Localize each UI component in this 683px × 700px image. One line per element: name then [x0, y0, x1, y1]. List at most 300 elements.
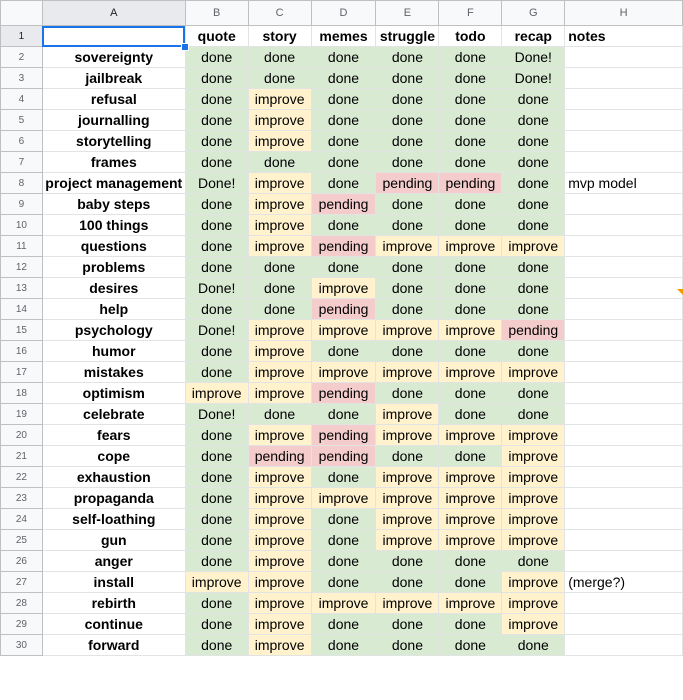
header-cell-todo[interactable]: todo [439, 26, 502, 47]
status-cell[interactable]: improve [502, 572, 565, 593]
notes-cell[interactable] [565, 404, 683, 425]
status-cell[interactable]: done [376, 299, 439, 320]
status-cell[interactable]: improve [502, 467, 565, 488]
status-cell[interactable]: done [502, 404, 565, 425]
column-header-h[interactable]: H [565, 1, 683, 26]
status-cell[interactable]: done [376, 446, 439, 467]
notes-cell[interactable] [565, 341, 683, 362]
status-cell[interactable]: done [502, 383, 565, 404]
row-number[interactable]: 16 [1, 341, 43, 362]
status-cell[interactable]: done [502, 131, 565, 152]
status-cell[interactable]: done [439, 152, 502, 173]
status-cell[interactable]: improve [439, 530, 502, 551]
column-header-a[interactable]: A [42, 1, 185, 26]
row-label-cell[interactable]: continue [42, 614, 185, 635]
status-cell[interactable]: improve [248, 635, 311, 656]
status-cell[interactable]: improve [439, 467, 502, 488]
row-number[interactable]: 27 [1, 572, 43, 593]
row-number[interactable]: 25 [1, 530, 43, 551]
status-cell[interactable]: done [185, 236, 248, 257]
row-number[interactable]: 7 [1, 152, 43, 173]
status-cell[interactable]: done [311, 635, 376, 656]
row-label-cell[interactable]: exhaustion [42, 467, 185, 488]
status-cell[interactable]: improve [439, 593, 502, 614]
row-number[interactable]: 12 [1, 257, 43, 278]
table-row [1, 488, 683, 509]
status-cell[interactable]: done [311, 551, 376, 572]
column-header-g[interactable]: G [502, 1, 565, 26]
status-cell[interactable]: done [439, 635, 502, 656]
status-cell[interactable]: done [185, 89, 248, 110]
status-cell[interactable]: done [439, 278, 502, 299]
row-label-cell[interactable]: baby steps [42, 194, 185, 215]
status-cell[interactable]: done [439, 257, 502, 278]
status-cell[interactable]: pending [311, 425, 376, 446]
status-cell[interactable]: done [376, 572, 439, 593]
status-cell[interactable]: improve [439, 488, 502, 509]
status-cell[interactable]: done [311, 68, 376, 89]
status-cell[interactable]: done [502, 173, 565, 194]
status-cell[interactable]: Done! [185, 320, 248, 341]
status-cell[interactable]: done [376, 194, 439, 215]
notes-cell[interactable] [565, 320, 683, 341]
status-cell[interactable]: improve [248, 425, 311, 446]
status-cell[interactable]: improve [311, 488, 376, 509]
status-cell[interactable]: done [376, 635, 439, 656]
status-cell[interactable]: done [311, 131, 376, 152]
row-number[interactable]: 21 [1, 446, 43, 467]
status-cell[interactable]: done [502, 110, 565, 131]
notes-cell[interactable] [565, 593, 683, 614]
table-row [1, 152, 683, 173]
status-cell[interactable]: done [439, 89, 502, 110]
notes-cell[interactable] [565, 278, 683, 299]
status-cell[interactable]: done [439, 404, 502, 425]
column-header-b[interactable]: B [185, 1, 248, 26]
status-cell[interactable]: done [185, 488, 248, 509]
row-label-cell[interactable]: 100 things [42, 215, 185, 236]
status-cell[interactable]: done [376, 383, 439, 404]
row-label-cell[interactable]: anger [42, 551, 185, 572]
table-row [1, 47, 683, 68]
row-label-cell[interactable]: install [42, 572, 185, 593]
status-cell[interactable]: Done! [185, 278, 248, 299]
status-cell[interactable]: done [185, 194, 248, 215]
column-header-d[interactable]: D [311, 1, 376, 26]
status-cell[interactable]: done [248, 404, 311, 425]
row-number[interactable]: 6 [1, 131, 43, 152]
table-row [1, 467, 683, 488]
notes-cell[interactable] [565, 446, 683, 467]
status-cell[interactable]: done [439, 194, 502, 215]
status-cell[interactable]: Done! [502, 47, 565, 68]
notes-cell[interactable] [565, 467, 683, 488]
status-cell[interactable]: done [311, 467, 376, 488]
table-row [1, 278, 683, 299]
status-cell[interactable]: improve [502, 446, 565, 467]
status-cell[interactable]: done [376, 47, 439, 68]
notes-cell[interactable] [565, 215, 683, 236]
status-cell[interactable]: improve [376, 320, 439, 341]
status-cell[interactable]: done [439, 110, 502, 131]
column-header-f[interactable]: F [439, 1, 502, 26]
row-number[interactable]: 3 [1, 68, 43, 89]
status-cell[interactable]: done [185, 257, 248, 278]
status-cell[interactable]: done [185, 614, 248, 635]
status-cell[interactable]: done [439, 341, 502, 362]
status-cell[interactable]: pending [311, 446, 376, 467]
status-cell[interactable]: done [502, 194, 565, 215]
status-cell[interactable]: done [311, 47, 376, 68]
row-number[interactable]: 9 [1, 194, 43, 215]
row-label-cell[interactable]: desires [42, 278, 185, 299]
row-label-cell[interactable]: gun [42, 530, 185, 551]
notes-cell[interactable] [565, 488, 683, 509]
status-cell[interactable]: done [502, 152, 565, 173]
row-label-cell[interactable]: cope [42, 446, 185, 467]
status-cell[interactable]: improve [248, 614, 311, 635]
status-cell[interactable]: done [311, 215, 376, 236]
status-cell[interactable]: Done! [502, 68, 565, 89]
status-cell[interactable]: improve [376, 593, 439, 614]
row-number[interactable]: 2 [1, 47, 43, 68]
status-cell[interactable]: done [311, 509, 376, 530]
notes-cell[interactable] [565, 131, 683, 152]
status-cell[interactable]: improve [248, 110, 311, 131]
status-cell[interactable]: improve [376, 467, 439, 488]
notes-cell[interactable] [565, 47, 683, 68]
status-cell[interactable]: improve [502, 362, 565, 383]
status-cell[interactable]: improve [248, 362, 311, 383]
status-cell[interactable]: improve [376, 236, 439, 257]
notes-cell[interactable] [565, 383, 683, 404]
header-cell-quote[interactable]: quote [185, 26, 248, 47]
notes-cell[interactable] [565, 257, 683, 278]
table-row [1, 68, 683, 89]
status-cell[interactable]: improve [248, 488, 311, 509]
row-number[interactable]: 19 [1, 404, 43, 425]
status-cell[interactable]: done [185, 341, 248, 362]
status-cell[interactable]: done [376, 89, 439, 110]
status-cell[interactable]: done [185, 425, 248, 446]
status-cell[interactable]: done [248, 152, 311, 173]
status-cell[interactable]: done [376, 257, 439, 278]
status-cell[interactable]: done [439, 614, 502, 635]
status-cell[interactable]: pending [376, 173, 439, 194]
status-cell[interactable]: improve [439, 362, 502, 383]
notes-cell[interactable] [565, 299, 683, 320]
status-cell[interactable]: done [376, 278, 439, 299]
status-cell[interactable]: done [376, 614, 439, 635]
status-cell[interactable]: done [502, 299, 565, 320]
status-cell[interactable]: improve [502, 488, 565, 509]
status-cell[interactable]: improve [248, 383, 311, 404]
row-number[interactable]: 20 [1, 425, 43, 446]
table-row [1, 362, 683, 383]
status-cell[interactable]: done [311, 89, 376, 110]
status-cell[interactable]: done [439, 131, 502, 152]
row-label-cell[interactable]: questions [42, 236, 185, 257]
notes-cell[interactable] [565, 194, 683, 215]
column-header-c[interactable]: C [248, 1, 311, 26]
status-cell[interactable]: improve [376, 509, 439, 530]
status-cell[interactable]: improve [248, 194, 311, 215]
status-cell[interactable]: improve [311, 593, 376, 614]
row-number[interactable]: 22 [1, 467, 43, 488]
status-cell[interactable]: done [439, 446, 502, 467]
row-number[interactable]: 10 [1, 215, 43, 236]
status-cell[interactable]: improve [248, 509, 311, 530]
status-cell[interactable]: pending [311, 299, 376, 320]
status-cell[interactable]: done [185, 215, 248, 236]
status-cell[interactable]: improve [376, 425, 439, 446]
fill-handle[interactable] [181, 43, 189, 51]
row-label-cell[interactable]: fears [42, 425, 185, 446]
status-cell[interactable]: done [311, 152, 376, 173]
row-number[interactable]: 23 [1, 488, 43, 509]
status-cell[interactable]: done [502, 551, 565, 572]
row-number[interactable]: 26 [1, 551, 43, 572]
row-label-cell[interactable]: problems [42, 257, 185, 278]
status-cell[interactable]: done [502, 341, 565, 362]
status-cell[interactable]: improve [311, 320, 376, 341]
status-cell[interactable]: pending [502, 320, 565, 341]
table-row [1, 215, 683, 236]
status-cell[interactable]: improve [502, 509, 565, 530]
status-cell[interactable]: improve [502, 236, 565, 257]
row-number[interactable]: 5 [1, 110, 43, 131]
status-cell[interactable]: improve [248, 467, 311, 488]
row-number[interactable]: 15 [1, 320, 43, 341]
status-cell[interactable]: done [311, 173, 376, 194]
header-row [1, 26, 683, 47]
status-cell[interactable]: done [439, 47, 502, 68]
status-cell[interactable]: improve [376, 530, 439, 551]
status-cell[interactable]: done [502, 635, 565, 656]
status-cell[interactable]: done [376, 551, 439, 572]
status-cell[interactable]: done [185, 593, 248, 614]
row-number[interactable]: 28 [1, 593, 43, 614]
row-label-cell[interactable]: jailbreak [42, 68, 185, 89]
notes-cell[interactable] [565, 110, 683, 131]
notes-cell[interactable] [565, 551, 683, 572]
header-cell-struggle[interactable]: struggle [376, 26, 439, 47]
row-label-cell[interactable]: journalling [42, 110, 185, 131]
status-cell[interactable]: pending [311, 194, 376, 215]
status-cell[interactable]: done [439, 299, 502, 320]
status-cell[interactable]: done [439, 572, 502, 593]
status-cell[interactable]: done [311, 341, 376, 362]
comment-indicator-icon[interactable] [677, 289, 683, 295]
status-cell[interactable]: improve [502, 614, 565, 635]
status-cell[interactable]: improve [439, 320, 502, 341]
notes-cell[interactable] [565, 236, 683, 257]
status-cell[interactable]: improve [248, 89, 311, 110]
row-number[interactable]: 18 [1, 383, 43, 404]
status-cell[interactable]: improve [248, 236, 311, 257]
status-cell[interactable]: done [311, 530, 376, 551]
status-cell[interactable]: improve [376, 362, 439, 383]
status-cell[interactable]: improve [248, 572, 311, 593]
row-number[interactable]: 30 [1, 635, 43, 656]
row-label-cell[interactable]: psychology [42, 320, 185, 341]
status-cell[interactable]: improve [311, 278, 376, 299]
table-row [1, 635, 683, 656]
row-label-cell[interactable]: celebrate [42, 404, 185, 425]
status-cell[interactable]: done [502, 89, 565, 110]
status-cell[interactable]: done [311, 257, 376, 278]
status-cell[interactable]: done [311, 572, 376, 593]
status-cell[interactable]: done [376, 110, 439, 131]
row-label-cell[interactable]: optimism [42, 383, 185, 404]
notes-cell[interactable]: mvp model [565, 173, 683, 194]
row-label-cell[interactable]: rebirth [42, 593, 185, 614]
header-cell-memes[interactable]: memes [311, 26, 376, 47]
table-row [1, 131, 683, 152]
header-cell-notes[interactable]: notes [565, 26, 683, 47]
notes-cell[interactable] [565, 509, 683, 530]
status-cell[interactable]: improve [502, 425, 565, 446]
status-cell[interactable]: done [185, 362, 248, 383]
column-header-e[interactable]: E [376, 1, 439, 26]
status-cell[interactable]: done [376, 152, 439, 173]
status-cell[interactable]: improve [248, 551, 311, 572]
row-label-cell[interactable]: forward [42, 635, 185, 656]
row-number[interactable]: 24 [1, 509, 43, 530]
status-cell[interactable]: done [185, 47, 248, 68]
table-row [1, 110, 683, 131]
status-cell[interactable]: done [311, 110, 376, 131]
status-cell[interactable]: Done! [185, 173, 248, 194]
row-number[interactable]: 13 [1, 278, 43, 299]
header-cell-recap[interactable]: recap [502, 26, 565, 47]
status-cell[interactable]: done [376, 341, 439, 362]
table-row [1, 509, 683, 530]
row-label-cell[interactable]: frames [42, 152, 185, 173]
status-cell[interactable]: done [502, 257, 565, 278]
cell-a1-active[interactable] [42, 26, 185, 47]
status-cell[interactable]: improve [439, 236, 502, 257]
row-label-cell[interactable]: project management [42, 173, 185, 194]
row-label-cell[interactable]: self-loathing [42, 509, 185, 530]
row-number[interactable]: 4 [1, 89, 43, 110]
status-cell[interactable]: done [248, 68, 311, 89]
table-row [1, 299, 683, 320]
row-number[interactable]: 14 [1, 299, 43, 320]
status-cell[interactable]: improve [248, 341, 311, 362]
status-cell[interactable]: done [376, 215, 439, 236]
status-cell[interactable]: improve [248, 215, 311, 236]
status-cell[interactable]: pending [311, 236, 376, 257]
status-cell[interactable]: improve [248, 320, 311, 341]
status-cell[interactable]: done [185, 68, 248, 89]
row-label-cell[interactable]: humor [42, 341, 185, 362]
notes-cell[interactable] [565, 89, 683, 110]
notes-cell[interactable] [565, 68, 683, 89]
table-row [1, 551, 683, 572]
row-label-cell[interactable]: propaganda [42, 488, 185, 509]
status-cell[interactable]: pending [248, 446, 311, 467]
row-label-cell[interactable]: refusal [42, 89, 185, 110]
row-number[interactable]: 29 [1, 614, 43, 635]
status-cell[interactable]: done [376, 131, 439, 152]
status-cell[interactable]: done [311, 614, 376, 635]
table-row [1, 404, 683, 425]
status-cell[interactable]: done [185, 530, 248, 551]
status-cell[interactable]: done [439, 68, 502, 89]
status-cell[interactable]: improve [248, 173, 311, 194]
status-cell[interactable]: done [185, 299, 248, 320]
status-cell[interactable]: done [248, 257, 311, 278]
status-cell[interactable]: done [185, 467, 248, 488]
row-number[interactable]: 8 [1, 173, 43, 194]
status-cell[interactable]: done [185, 509, 248, 530]
status-cell[interactable]: done [185, 131, 248, 152]
status-cell[interactable]: done [185, 152, 248, 173]
notes-cell[interactable] [565, 530, 683, 551]
status-cell[interactable]: done [248, 278, 311, 299]
status-cell[interactable]: done [439, 551, 502, 572]
status-cell[interactable]: done [185, 110, 248, 131]
header-cell-story[interactable]: story [248, 26, 311, 47]
row-label-cell[interactable]: sovereignty [42, 47, 185, 68]
status-cell[interactable]: done [376, 68, 439, 89]
status-cell[interactable]: improve [311, 362, 376, 383]
status-cell[interactable]: improve [439, 509, 502, 530]
status-cell[interactable]: improve [185, 572, 248, 593]
status-cell[interactable]: done [248, 47, 311, 68]
notes-cell[interactable] [565, 614, 683, 635]
status-cell[interactable]: improve [376, 404, 439, 425]
status-cell[interactable]: improve [439, 425, 502, 446]
status-cell[interactable]: done [248, 299, 311, 320]
status-cell[interactable]: improve [185, 383, 248, 404]
notes-cell[interactable]: (merge?) [565, 572, 683, 593]
notes-cell[interactable] [565, 425, 683, 446]
status-cell[interactable]: done [311, 404, 376, 425]
status-cell[interactable]: done [502, 278, 565, 299]
status-cell[interactable]: pending [439, 173, 502, 194]
row-number[interactable]: 17 [1, 362, 43, 383]
status-cell[interactable]: improve [376, 488, 439, 509]
notes-cell[interactable] [565, 635, 683, 656]
status-cell[interactable]: done [502, 215, 565, 236]
table-row [1, 572, 683, 593]
notes-cell[interactable] [565, 152, 683, 173]
table-row [1, 446, 683, 467]
status-cell[interactable]: done [185, 446, 248, 467]
row-number[interactable]: 1 [1, 26, 43, 47]
status-cell[interactable]: improve [248, 530, 311, 551]
table-row [1, 530, 683, 551]
status-cell[interactable]: done [439, 215, 502, 236]
notes-cell[interactable] [565, 362, 683, 383]
status-cell[interactable]: pending [311, 383, 376, 404]
status-cell[interactable]: Done! [185, 404, 248, 425]
row-label-cell[interactable]: help [42, 299, 185, 320]
row-label-cell[interactable]: storytelling [42, 131, 185, 152]
status-cell[interactable]: improve [248, 131, 311, 152]
status-cell[interactable]: done [185, 635, 248, 656]
status-cell[interactable]: improve [502, 530, 565, 551]
select-all-corner[interactable] [1, 1, 43, 26]
row-number[interactable]: 11 [1, 236, 43, 257]
status-cell[interactable]: improve [502, 593, 565, 614]
row-label-cell[interactable]: mistakes [42, 362, 185, 383]
status-cell[interactable]: done [185, 551, 248, 572]
status-cell[interactable]: improve [248, 593, 311, 614]
status-cell[interactable]: done [439, 383, 502, 404]
